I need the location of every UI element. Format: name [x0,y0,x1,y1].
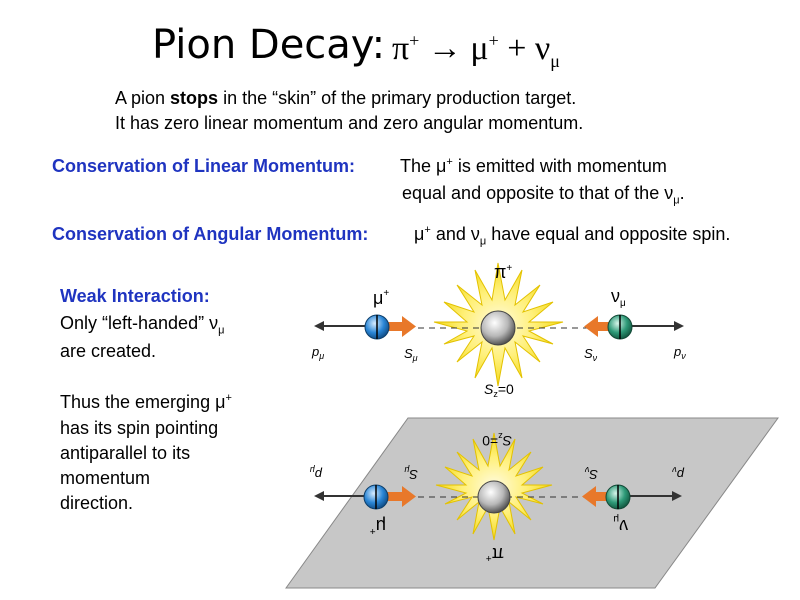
top-nu-label: $\nu_\mu$ [611,286,626,309]
weak-line-6: momentum [60,468,151,488]
linear-momentum-text-2: equal and opposite to that of the $\nu_\mu$. [402,183,685,207]
mirror-pion [478,481,510,513]
angular-momentum-heading: Conservation of Angular Momentum: [52,224,369,244]
mirror-p-nu-label: $p_\nu$ [672,465,684,482]
weak-interaction-heading: Weak Interaction: [60,286,210,306]
top-pion [481,311,515,345]
top-p-mu-arrowhead [314,321,324,331]
mirror-diagram [286,418,778,588]
mirror-sz-label: $S_z=0$ [482,431,512,449]
weak-line-7: direction. [60,493,134,513]
mirror-nu-label: $\nu_\mu$ [613,513,628,536]
top-pi-label: π+ [494,262,513,282]
top-s-mu-arrowhead [402,316,416,337]
weak-line-2: are created. [60,341,157,361]
top-diagram [311,262,686,399]
decay-equation: $\pi^+ \to \mu^+ + \nu_\mu$ [392,30,560,71]
angular-momentum-text: μ+ and $\nu_\mu$ have equal and opposite spin. [414,224,731,248]
top-s-mu-label: $S_\mu$ [404,346,418,363]
mirror-s-mu-label: $S_\mu$ [404,465,418,482]
weak-line-4: has its spin pointing [60,418,219,438]
mirror-p-mu-arrowhead [314,491,324,501]
top-p-mu-label: $p_\mu$ [312,344,325,361]
linear-momentum-heading: Conservation of Linear Momentum: [52,156,356,176]
mirror-plane [286,418,778,588]
intro-line-2: It has zero linear momentum and zero angular momentum. [115,113,584,133]
top-mu-label: μ+ [373,288,390,308]
weak-line-1: Only “left-handed” $\nu_\mu$ [60,313,225,337]
top-p-nu-label: $p_\nu$ [674,344,686,361]
mirror-mu-label: μ+ [369,516,386,536]
linear-momentum-text: The μ+ is emitted with momentum [400,156,667,176]
intro-line-1: A pion stops in the “skin” of the primary production target. [115,88,577,108]
weak-line-3: Thus the emerging μ+ [60,392,232,412]
mirror-s-nu-label: $S_\nu$ [584,465,598,482]
slide-title: Pion Decay: [152,22,386,68]
weak-line-5: antiparallel to its [60,443,191,463]
top-sz-label: $S_z=0$ [484,381,514,399]
mirror-pi-label: π+ [485,544,504,564]
mirror-p-mu-label: $p_\mu$ [309,465,322,482]
top-s-nu-arrowhead [584,316,598,337]
top-p-nu-arrowhead [674,321,684,331]
top-s-nu-label: $S_\nu$ [584,346,598,363]
